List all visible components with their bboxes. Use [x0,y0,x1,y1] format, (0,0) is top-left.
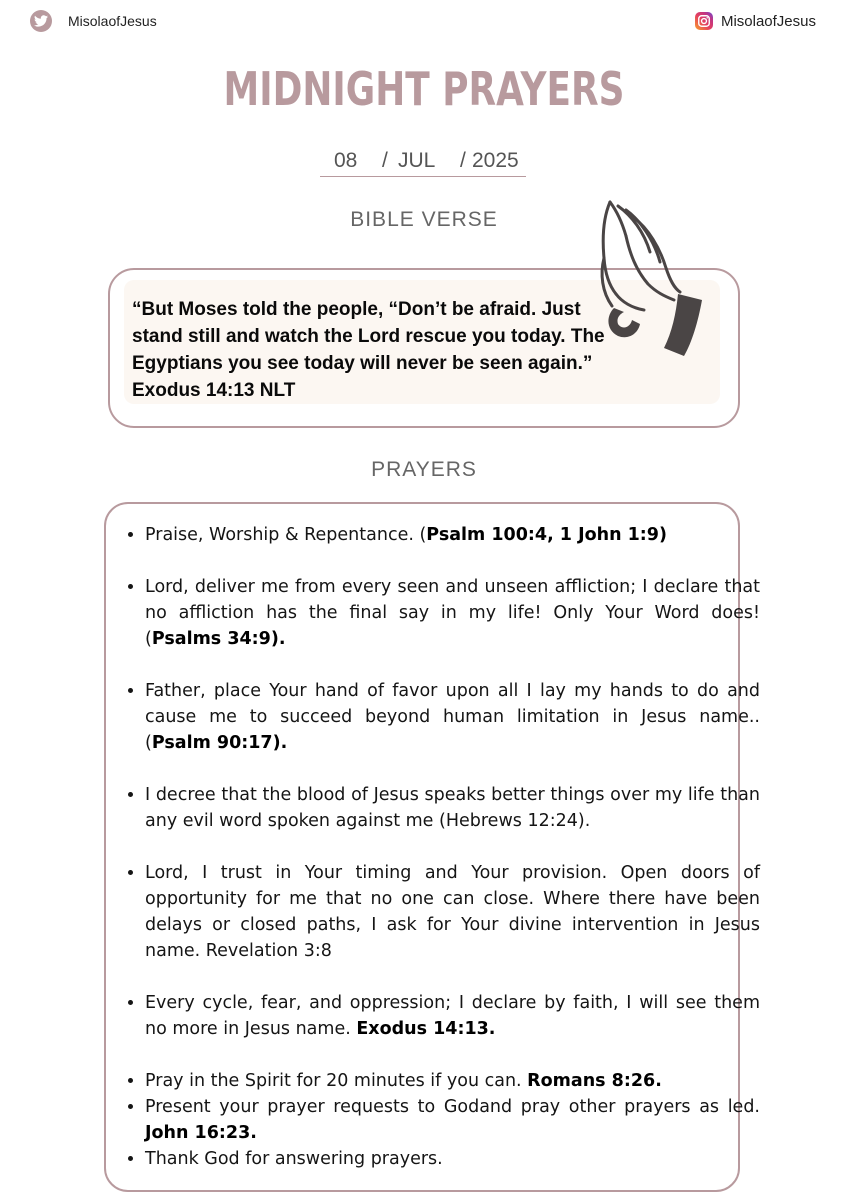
prayer-item: • Lord, deliver me from every seen and unseen affliction; I declare that no affliction has the final say in my life! Only Your Word does! (Psalms 34:9). [145,574,760,652]
bible-verse-text: “But Moses told the people, “Don’t be afraid. Just stand still and watch the Lord rescue you today. The Egyptians you see today will never be seen again.” Exodus 14:13 NLT [132,299,605,401]
prayer-item: • Pray in the Spirit for 20 minutes if you can. Romans 8:26. [145,1068,760,1094]
date-year: 2025 [472,149,519,172]
prayer-item: • Praise, Worship & Repentance. (Psalm 100:4, 1 John 1:9) [145,522,760,548]
instagram-handle[interactable] [695,12,816,30]
twitter-handle[interactable] [30,10,157,32]
prayer-item: • Every cycle, fear, and oppression; I declare by faith, I will see them no more in Jesus name. Exodus 14:13. [145,990,760,1042]
date-separator: / [460,149,466,172]
date-month: JUL [398,149,436,172]
twitter-bird-icon [30,10,52,32]
prayer-list [120,522,760,1172]
prayer-item: • I decree that the blood of Jesus speaks better things over my life than any evil word spoken against me (Hebrews 12:24). [145,782,760,834]
prayer-item: • Thank God for answering prayers. [145,1146,760,1172]
twitter-handle-label: MisolaofJesus [68,13,157,29]
date-line [320,148,526,177]
prayer-item: • Lord, I trust in Your timing and Your provision. Open doors of opportunity for me that no one can close. Where there have been delays or closed paths, I ask for Your divine intervention in Jesus name. Revelation 3:8 [145,860,760,964]
date-separator: / [382,149,388,172]
bible-verse-heading: BIBLE VERSE [350,208,498,231]
prayers-heading: PRAYERS [371,458,477,481]
page-title: MIDNIGHT PRAYERS [223,62,625,116]
instagram-handle-label: MisolaofJesus [720,12,816,30]
instagram-icon [695,12,713,30]
prayer-item: • Father, place Your hand of favor upon all I lay my hands to do and cause me to succeed beyond human limitation in Jesus name.. (Psalm 90:17). [145,678,760,756]
date-day: 08 [334,149,358,172]
praying-hands-icon [592,196,716,362]
prayer-item: • Present your prayer requests to Godand pray other prayers as led. John 16:23. [145,1094,760,1146]
